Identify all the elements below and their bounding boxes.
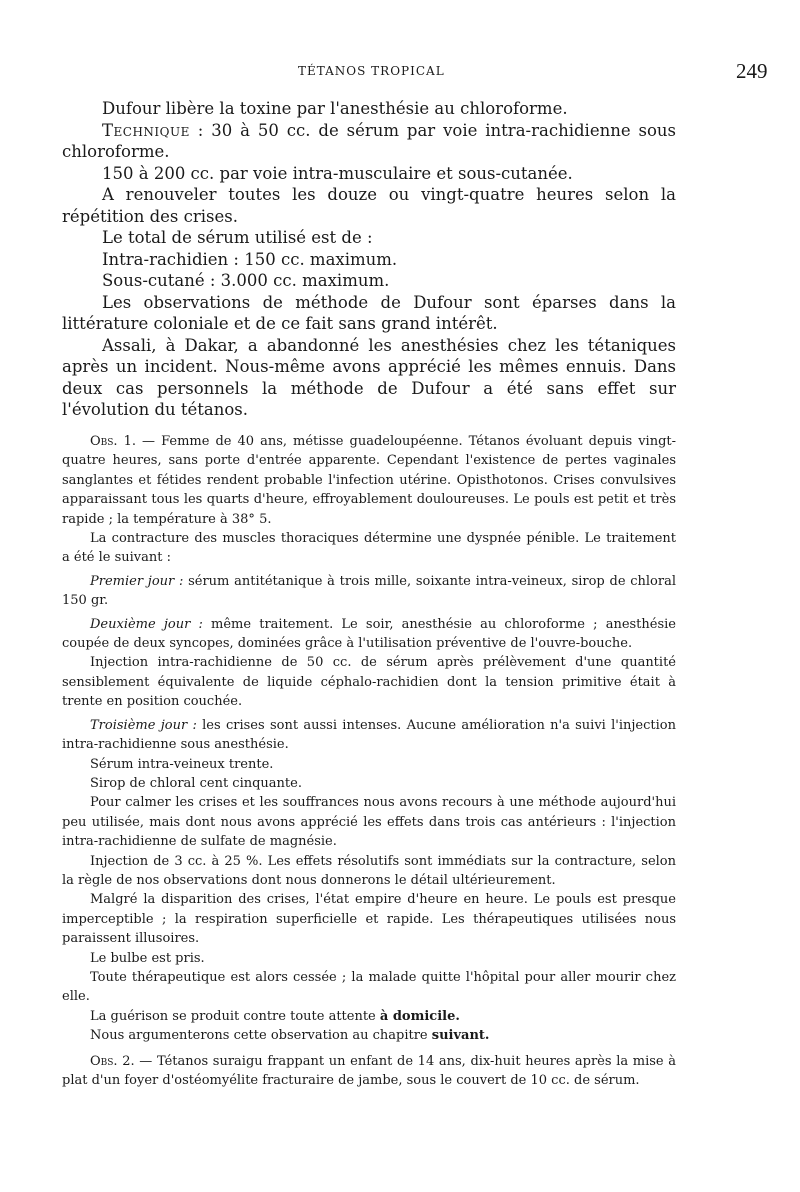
page-number: 249 [736,59,768,83]
obs1-serum: Sérum intra-veineux trente. [90,756,274,772]
day3-text: les crises sont aussi intenses. Aucune amélioration n'a suivi l'injection intra-rachidienne sous anesthésie. [62,717,676,753]
observation-1 [62,432,676,1046]
running-title: TÉTANOS TROPICAL [298,64,445,78]
paragraph-renouveler: A renouveler toutes les douze ou vingt-quatre heures selon la répétition des crises. [62,185,676,226]
paragraph-dufour: Dufour libère la toxine par l'anesthésie au chloroforme. [102,99,568,118]
day2-text: même traitement. Le soir, anesthésie au chloroforme ; anesthésie coupée de deux syncopes, dominées grâce à l'utilisation préventive de l'ouvre-bouche. [62,616,676,652]
day1-label: Premier jour : [90,573,184,589]
paragraph-dose: 150 à 200 cc. par voie intra-musculaire et sous-cutanée. [102,163,573,183]
obs1-day3 [62,716,676,755]
observation-2 [62,1052,676,1091]
obs2-text [62,1052,676,1091]
guerison-text: La guérison se produit contre toute attente [90,1008,380,1024]
obs1-calmer: Pour calmer les crises et les souffrances nous avons recours à une méthode aujourd'hui peu utilisée, mais dont nous avons apprécié les effets dans trois cas antérieurs : l'injection intra-rachidienne de sulfate de magnésie. [62,795,676,850]
day3-label: Troisième jour : [90,717,197,733]
obs2-label: Obs. 2. [90,1054,135,1069]
paragraph-observations: Les observations de méthode de Dufour sont éparses dans la littérature coloniale et de ce fait sans grand intérêt. [62,292,676,333]
day2-label: Deuxième jour : [90,616,203,632]
main-text [62,98,676,421]
obs1-magnesie: Injection de 3 cc. à 25 %. Les effets résolutifs sont immédiats sur la contracture, selon la règle de nos observations dont nous donnerons le détail ultérieurement. [62,853,676,888]
obs1-intro [62,432,676,529]
obs1-bulbe: Le bulbe est pris. [90,950,205,966]
argumenterons-bold: suivant. [431,1028,490,1044]
obs1-contracture: La contracture des muscles thoraciques détermine une dyspnée pénible. Le traitement a été le suivant : [62,531,676,566]
day1-text: sérum antitétanique à trois mille, soixante intra-veineux, sirop de chloral 150 gr. [62,573,677,609]
obs1-guerison [62,1007,676,1026]
obs1-injection: Injection intra-rachidienne de 50 cc. de sérum après prélèvement d'une quantité sensiblement équivalente de liquide céphalo-rachidien dont la tension primitive était à trente en position couchée. [62,655,676,710]
paragraph-technique [62,120,676,163]
obs1-day1 [62,572,676,611]
obs1-day2 [62,615,676,654]
obs1-label: Obs. 1. [90,434,137,449]
running-head [0,59,800,84]
obs1-argumenterons [62,1026,676,1045]
paragraph-assali: Assali, à Dakar, a abandonné les anesthésies chez les tétaniques après un incident. Nous-même avons apprécié les mêmes ennuis. Dans deux cas personnels la méthode de Dufour a été sans effet sur l'évolution du tétanos. [62,335,676,419]
obs2-body: — Tétanos suraigu frappant un enfant de 14 ans, dix-huit heures après la mise à plat d'un foyer d'ostéomyélite fracturaire de jambe, sous le couvert de 10 cc. de sérum. [62,1054,677,1089]
paragraph-intra-rachidien: Intra-rachidien : 150 cc. maximum. [102,249,398,269]
paragraph-sous-cutane: Sous-cutané : 3.000 cc. maximum. [102,271,390,290]
guerison-bold: à domicile. [379,1008,460,1024]
obs1-cessee: Toute thérapeutique est alors cessée ; la malade quitte l'hôpital pour aller mourir chez elle. [62,969,676,1005]
obs1-intro-text: — Femme de 40 ans, métisse guadeloupéenne. Tétanos évoluant depuis vingt-quatre heures, sans porte d'entrée apparente. Cependant l'existence de pertes vaginales sanglantes et fétides rendent probable l'infection utérine. Opisthotonos. Crises convulsives apparaissant tous les quarts d'heure, effroyablement douloureuses. Le pouls est petit et très rapide ; la température à 38° 5. [62,434,677,527]
obs1-malgre: Malgré la disparition des crises, l'état empire d'heure en heure. Le pouls est presque imperceptible ; la respiration superficielle et rapide. Les thérapeutiques utilisées nous paraissent illusoires. [62,892,676,947]
technique-label: Technique [102,120,190,140]
argumenterons-text: Nous argumenterons cette observation au chapitre [90,1028,432,1044]
obs1-sirop: Sirop de chloral cent cinquante. [90,775,302,791]
paragraph-total: Le total de sérum utilisé est de : [102,228,373,247]
technique-text: : 30 à 50 cc. de sérum par voie intra-rachidienne sous chloroforme. [62,120,676,161]
